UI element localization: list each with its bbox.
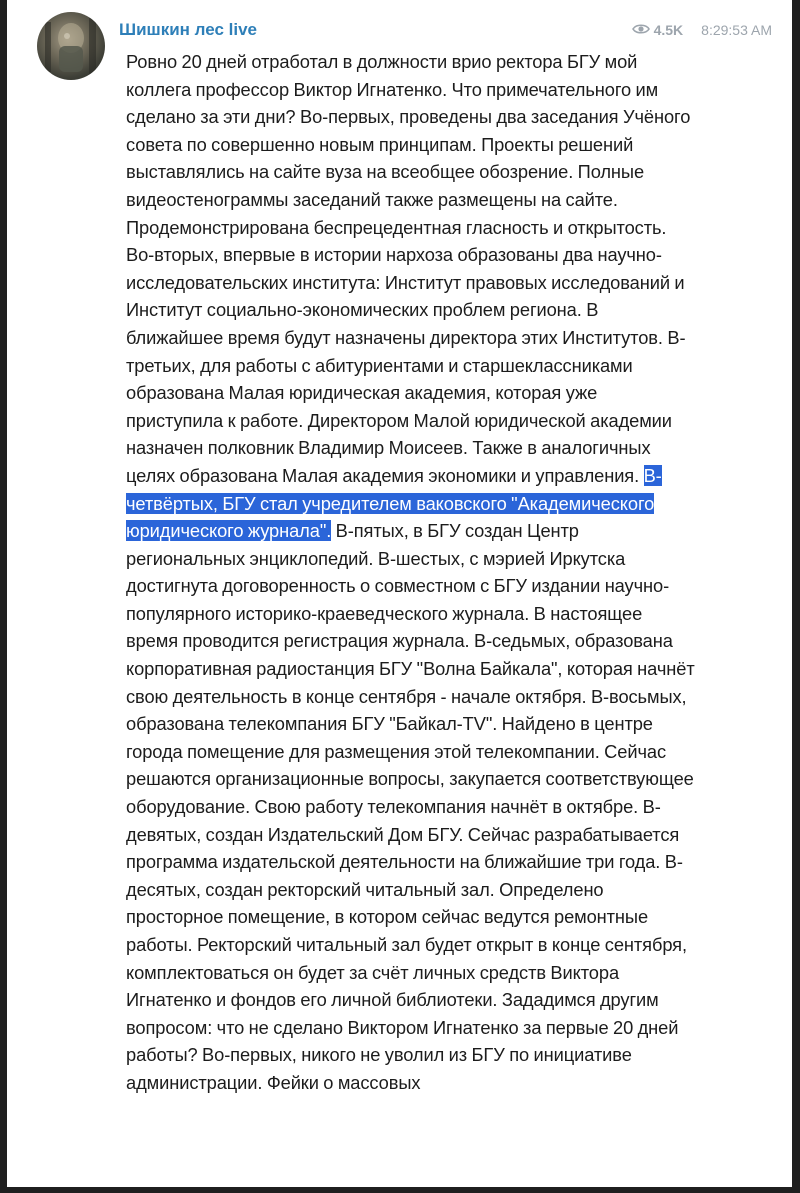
message-text-part: Ровно 20 дней отработал в должности врио ректора БГУ мой коллега профессор Виктор Игнатенко. Что примечательного им сделано за эти дни? Во-первых, проведены два заседания Учёного совета по совершенно новым принципам. Проекты решений выставлялись на сайте вуза на всеобщее обозрение. Полные видеостенограммы заседаний также размещены на сайте. Продемонстрирована беспрецедентная гласность и открытость. Во-вторых, впервые в истории нархоза образованы два научно-исследовательских института: Институт правовых исследований и Институт социально-экономических проблем региона. В ближайшее время будут назначены директора этих Институтов. В-третьих, для работы с абитуриентами и старшеклассниками образована Малая юридическая академия, которая уже приступила к работе. Директором Малой юридической академии назначен полковник Владимир Моисеев. Также в аналогичных целях образована Малая академия экономики и управления.: [126, 51, 691, 486]
avatar-image: [37, 12, 105, 80]
message-time: 8:29:53 AM: [701, 22, 772, 38]
message-meta: [632, 22, 772, 38]
channel-name[interactable]: Шишкин лес live: [119, 20, 257, 39]
selected-text: В-четвёртых, БГУ стал учредителем ваковского "Академического юридического журнала".: [126, 464, 662, 542]
message-text-part: В-пятых, в БГУ создан Центр региональных энциклопедий. В-шестых, с мэрией Иркутска достигнута договоренность о совместном с БГУ издании научно-популярного историко-краеведческого журнала. В настоящее время проводится регистрация журнала. В-седьмых, образована корпоративная радиостанция БГУ "Волна Байкала", которая начнёт свою деятельность в конце сентября - начале октября. В-восьмых, образована телекомпания БГУ "Байкал-TV". Найдено в центре города помещение для размещения этой телекомпании. Сейчас решаются организационные вопросы, закупается соответствующее оборудование. Свою работу телекомпания начнёт в октябре. В-девятых, создан Издательский Дом БГУ. Сейчас разрабатывается программа издательской деятельности на ближайшие три года. В-десятых, создан ректорский читальный зал. Определено просторное помещение, в котором сейчас ведутся ремонтные работы. Ректорский читальный зал будет открыт в конце сентября, комплектоваться он будет за счёт личных средств Виктора Игнатенко и фондов его личной библиотеки. Зададимся другим вопросом: что не сделано Виктором Игнатенко за первые 20 дней работы? Во-первых, никого не уволил из БГУ по инициативе администрации. Фейки о массовых: [126, 520, 695, 1093]
view-count: 4.5K: [653, 22, 684, 38]
message-header: [119, 20, 772, 44]
message-text[interactable]: [126, 48, 696, 1097]
eye-icon: [632, 22, 650, 38]
channel-avatar[interactable]: [37, 12, 105, 80]
